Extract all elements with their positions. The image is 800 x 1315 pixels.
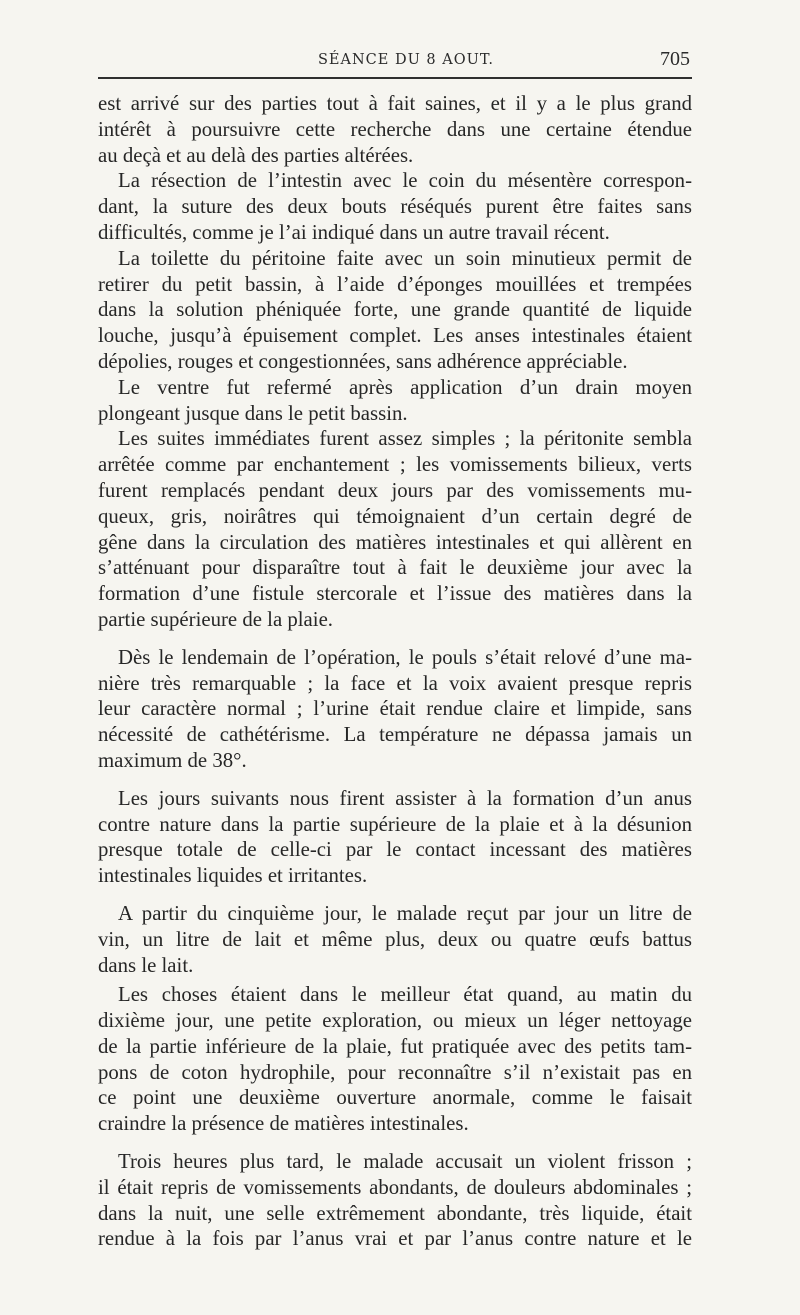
running-title: SÉANCE DU 8 AOUT. <box>318 52 494 68</box>
text-line: dépolies, rouges et congestionnées, sans adhérence appréciable. <box>98 349 628 373</box>
text-line: queux, gris, noirâtres qui témoignaient d’un certain degré de <box>98 504 692 528</box>
text-line: louche, jusqu’à épuisement complet. Les anses intestinales étaient <box>98 324 692 348</box>
text-line: pons de coton hydrophile, pour reconnaître s’il n’existait pas en <box>98 1060 692 1084</box>
paragraph <box>98 375 692 427</box>
text-line: plongeant jusque dans le petit bassin. <box>98 401 408 425</box>
paragraph-gap <box>98 774 692 786</box>
text-line: La résection de l’intestin avec le coin du mésentère correspon- <box>118 169 692 193</box>
text-line: Les suites immédiates furent assez simples ; la péritonite sembla <box>118 427 692 451</box>
text-line: Trois heures plus tard, le malade accusait un violent frisson ; <box>118 1150 692 1174</box>
text-line: formation d’une fistule stercorale et l’issue des matières dans la <box>98 582 692 606</box>
text-line: La toilette du péritoine faite avec un soin minutieux permit de <box>118 246 692 270</box>
text-line: vin, un litre de lait et même plus, deux ou quatre œufs battus <box>98 927 692 951</box>
text-line: dixième jour, une petite exploration, ou mieux un léger nettoyage <box>98 1009 692 1033</box>
paragraph <box>98 645 692 774</box>
text-line: presque totale de celle-ci par le contact incessant des matières <box>98 838 692 862</box>
text-line: au deçà et au delà des parties altérées. <box>98 143 414 167</box>
paragraph <box>98 246 692 375</box>
paragraph <box>98 901 692 978</box>
text-line: A partir du cinquième jour, le malade reçut par jour un litre de <box>118 901 692 925</box>
text-line: furent remplacés pendant deux jours par des vomissements mu- <box>98 478 692 502</box>
text-line: nière très remarquable ; la face et la voix avaient presque repris <box>98 671 692 695</box>
paragraph <box>98 1149 692 1252</box>
text-line: Les choses étaient dans le meilleur état quand, au matin du <box>118 983 692 1007</box>
paragraph <box>98 91 692 168</box>
text-line: dant, la suture des deux bouts réséqués purent être faites sans <box>98 195 692 219</box>
text-line: retirer du petit bassin, à l’aide d’éponges mouillées et trempées <box>98 272 692 296</box>
running-header <box>98 44 690 74</box>
text-line: dans le lait. <box>98 953 194 977</box>
text-line: intérêt à poursuivre cette recherche dans une certaine étendue <box>98 117 692 141</box>
paragraph <box>98 786 692 889</box>
paragraph-gap <box>98 633 692 645</box>
paragraph-gap <box>98 889 692 901</box>
text-line: nécessité de cathétérisme. La température ne dépassa jamais un <box>98 723 692 747</box>
text-line: dans la solution phéniquée forte, une grande quantité de liquide <box>98 298 692 322</box>
text-line: arrêtée comme par enchantement ; les vomissements bilieux, verts <box>98 453 692 477</box>
text-line: partie supérieure de la plaie. <box>98 607 334 631</box>
body-text <box>98 91 692 1252</box>
text-line: Le ventre fut refermé après application d’un drain moyen <box>118 375 692 399</box>
header-rule <box>98 77 692 79</box>
text-line: leur caractère normal ; l’urine était rendue claire et limpide, sans <box>98 697 692 721</box>
text-line: il était repris de vomissements abondants, de douleurs abdominales ; <box>98 1175 692 1199</box>
text-line: maximum de 38°. <box>98 748 247 772</box>
text-line: Les jours suivants nous firent assister à la formation d’un anus <box>118 786 692 810</box>
text-line: intestinales liquides et irritantes. <box>98 864 368 888</box>
paragraph-gap <box>98 1137 692 1149</box>
paragraph <box>98 982 692 1137</box>
text-line: est arrivé sur des parties tout à fait saines, et il y a le plus grand <box>98 92 692 115</box>
text-line: de la partie inférieure de la plaie, fut pratiquée avec des petits tam- <box>98 1034 692 1058</box>
text-line: gêne dans la circulation des matières intestinales et qui allèrent en <box>98 530 692 554</box>
text-line: rendue à la fois par l’anus vrai et par l’anus contre nature et le <box>98 1227 692 1251</box>
text-line: difficultés, comme je l’ai indiqué dans un autre travail récent. <box>98 220 610 244</box>
text-line: Dès le lendemain de l’opération, le pouls s’était relové d’une ma- <box>118 645 692 669</box>
text-line: contre nature dans la partie supérieure de la plaie et à la désunion <box>98 812 692 836</box>
paragraph <box>98 168 692 245</box>
text-line: s’atténuant pour disparaître tout à fait le deuxième jour avec la <box>98 556 692 580</box>
page-number: 705 <box>660 48 690 70</box>
paragraph <box>98 426 692 632</box>
text-line: dans la nuit, une selle extrêmement abondante, très liquide, était <box>98 1201 692 1225</box>
text-line: ce point une deuxième ouverture anormale, comme le faisait <box>98 1086 692 1110</box>
text-line: craindre la présence de matières intestinales. <box>98 1112 469 1136</box>
